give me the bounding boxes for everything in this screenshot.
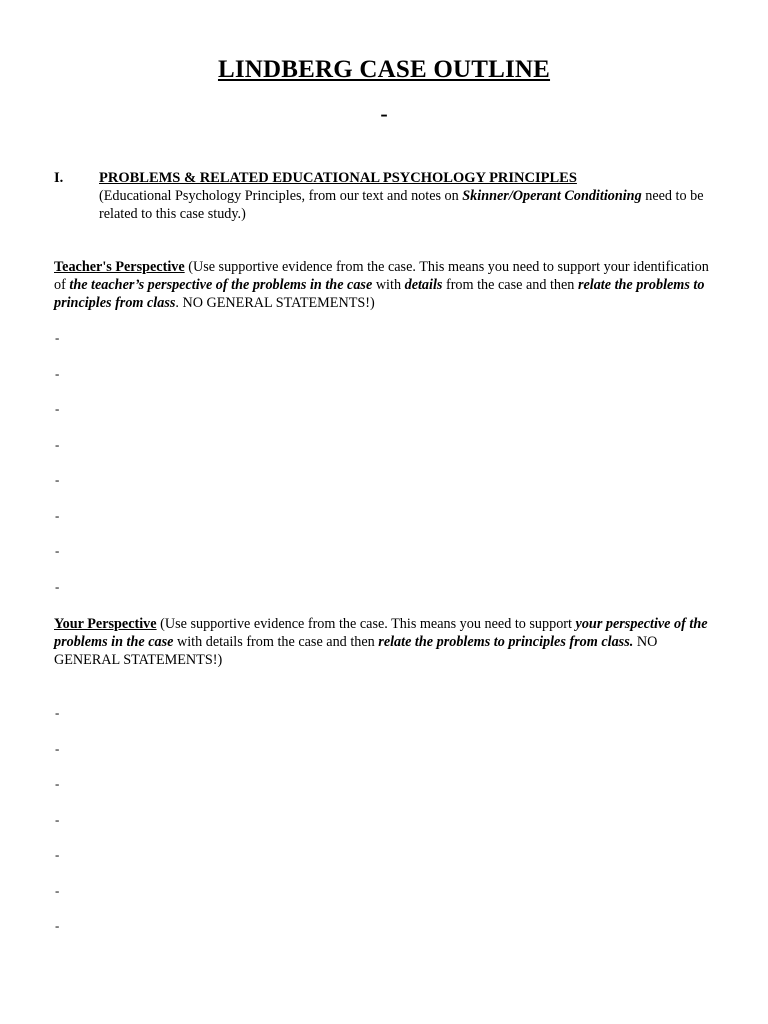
your-text-2: with details from the case and then: [173, 634, 379, 650]
teacher-text-3: from the case and then: [442, 277, 578, 293]
your-bullet: -: [55, 776, 60, 791]
your-perspective-heading: Your Perspective: [54, 616, 157, 632]
teacher-bullet: -: [55, 437, 60, 452]
section-number: I.: [54, 170, 64, 186]
your-bullet: -: [55, 812, 60, 827]
title-dash: -: [380, 101, 388, 126]
teacher-bullet: -: [55, 579, 60, 594]
your-text-3: NO GENERAL STATEMENTS!): [54, 634, 658, 668]
teacher-bullet: -: [55, 401, 60, 416]
your-bullet: -: [55, 847, 60, 862]
your-bullet: -: [55, 883, 60, 898]
teacher-perspective-paragraph: [54, 258, 718, 312]
section-heading: PROBLEMS & RELATED EDUCATIONAL PSYCHOLOGY PRINCIPLES: [99, 170, 577, 186]
teacher-perspective-heading: Teacher's Perspective: [54, 259, 185, 275]
teacher-bullet: -: [55, 508, 60, 523]
section-note: [99, 187, 719, 223]
teacher-text-4: . NO GENERAL STATEMENTS!): [175, 295, 375, 311]
section-note-text-end: need to be related to this case study.): [99, 188, 704, 222]
teacher-bullet: -: [55, 366, 60, 381]
teacher-bullet: -: [55, 543, 60, 558]
teacher-bullet: -: [55, 330, 60, 345]
teacher-emphasis-2: details: [404, 277, 443, 293]
your-bullet: -: [55, 741, 60, 756]
your-bullet: -: [55, 705, 60, 720]
teacher-text-1: (Use supportive evidence from the case. This means you need to support your identification of: [54, 259, 709, 293]
teacher-emphasis-3: relate the problems to principles from class: [54, 277, 705, 311]
teacher-text-2: with: [372, 277, 405, 293]
your-emphasis-2: relate the problems to principles from class.: [378, 634, 634, 650]
section-note-text: (Educational Psychology Principles, from our text and notes on: [99, 188, 463, 204]
document-title: LINDBERG CASE OUTLINE: [217, 56, 551, 83]
section-note-emphasis: Skinner/Operant Conditioning: [462, 188, 642, 204]
your-emphasis-1: your perspective of the problems in the case: [54, 616, 708, 650]
your-text-1: (Use supportive evidence from the case. This means you need to support: [156, 616, 576, 632]
teacher-emphasis-1: the teacher’s perspective of the problems in the case: [69, 277, 373, 293]
teacher-bullet: -: [55, 472, 60, 487]
your-perspective-paragraph: [54, 615, 718, 669]
your-bullet: -: [55, 918, 60, 933]
